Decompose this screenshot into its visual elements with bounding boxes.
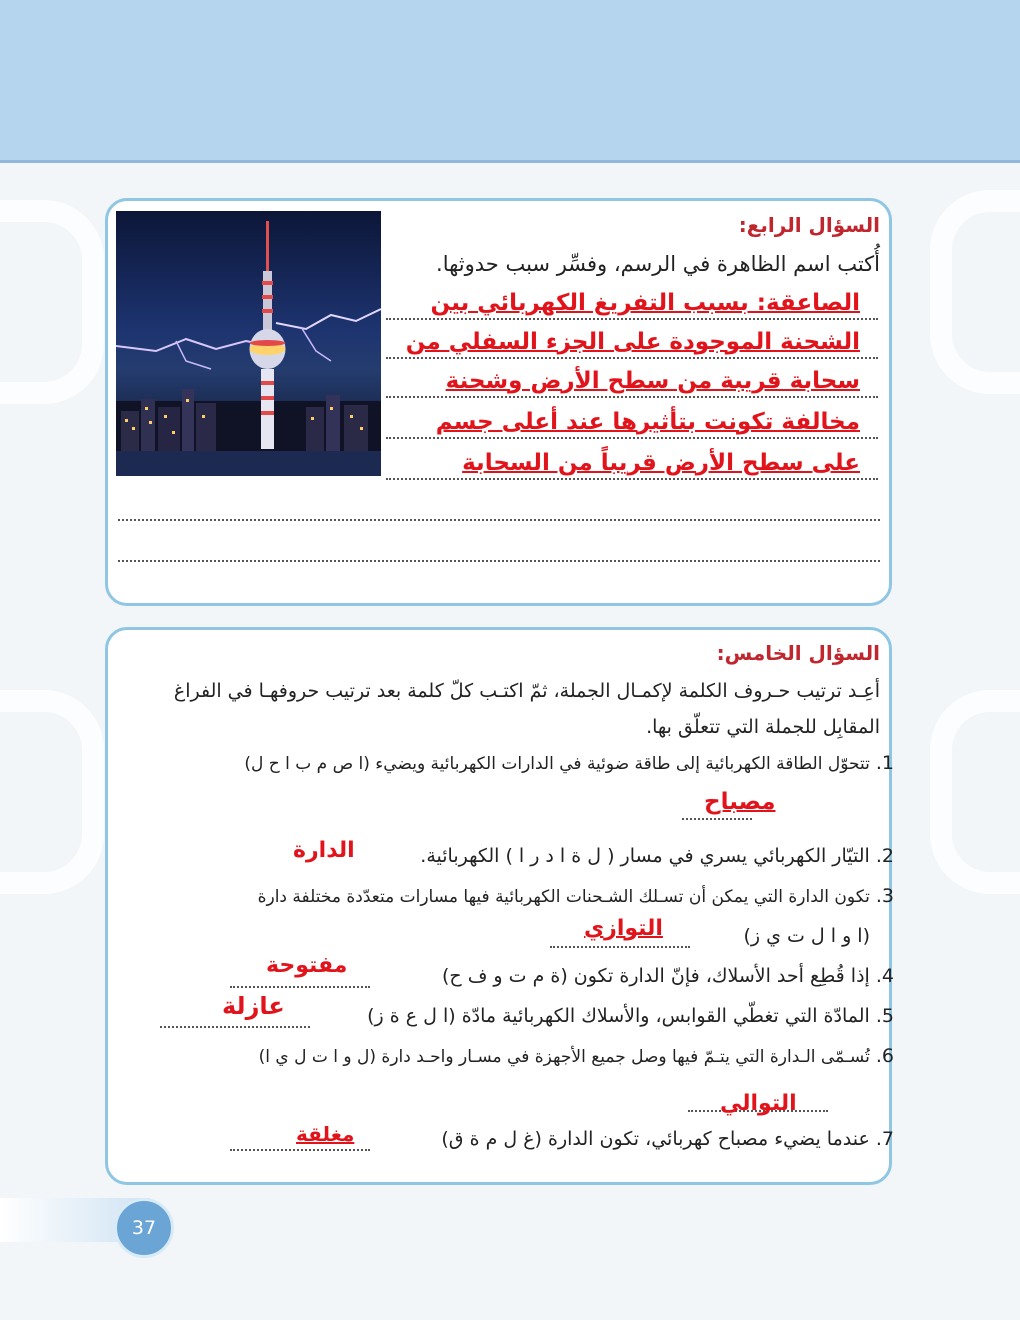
background-ornament (930, 190, 1020, 394)
item-answer: التوالي (720, 1091, 797, 1116)
item-number: 5. (875, 1005, 894, 1027)
background-ornament (0, 690, 104, 894)
item-answer: عازلة (222, 992, 285, 1020)
item-text: التيّار الكهربائي يسري في مسار ( ل ة ا د ر ا ) الكهربائية. (420, 845, 870, 867)
item-number: 7. (875, 1128, 894, 1150)
q4-answer-line: الشحنة الموجودة على الجزء السفلي من (405, 329, 860, 355)
exercise-item-continuation (743, 925, 870, 947)
answer-line (682, 818, 752, 820)
background-ornament (930, 690, 1020, 894)
item-answer: التوازي (584, 916, 663, 941)
answer-line (160, 1026, 310, 1028)
q4-answer-line: الصاعقة: بسبب التفريغ الكهربائي بين (430, 290, 860, 316)
item-number: 2. (875, 845, 894, 867)
item-number: 4. (875, 965, 894, 987)
answer-line (386, 357, 878, 359)
question-4-prompt: أُكتب اسم الظاهرة في الرسم، وفسِّر سبب حدوثها. (436, 252, 880, 276)
question-5-title: السؤال الخامس: (716, 641, 880, 665)
item-answer: مصباح (704, 789, 776, 815)
item-text: المادّة التي تغطّي القوابس، والأسلاك الكهربائية مادّة (ا ل ع ة ز) (367, 1005, 870, 1027)
exercise-item (441, 1128, 894, 1150)
item-text: تُسـمّى الـدارة التي يتـمّ فيها وصل جميع الأجهزة في مسـار واحـد دارة (ل و ا ت ل ي ا) (258, 1047, 870, 1067)
answer-line (230, 1149, 370, 1151)
exercise-item (244, 752, 894, 774)
question-5-intro: المقابِل للجملة التي تتعلّق بها. (646, 716, 880, 738)
answer-line (386, 396, 878, 398)
question-5-intro: أعِـد ترتيب حـروف الكلمة لإكمـال الجملة، ثمّ اكتـب كلّ كلمة بعد ترتيب حروفهـا في الفراغ (173, 680, 880, 702)
answer-line (118, 519, 880, 521)
header-band (0, 0, 1020, 163)
answer-line (118, 560, 880, 562)
exercise-item (259, 1045, 894, 1067)
answer-line (386, 437, 878, 439)
item-answer: الدارة (293, 838, 355, 863)
answer-line (386, 478, 878, 480)
item-number: 3. (875, 885, 894, 907)
question-4-title: السؤال الرابع: (738, 213, 880, 237)
answer-line (230, 986, 370, 988)
q4-answer-line: على سطح الأرض قريباً من السحابة (462, 450, 860, 476)
answer-line (386, 318, 878, 320)
item-text: إذا قُطِع أحد الأسلاك، فإنّ الدارة تكون (ة م ت و ف ح) (441, 965, 870, 987)
item-number: 1. (875, 752, 894, 774)
exercise-item (420, 845, 894, 867)
q4-answer-line: سحابة قريبة من سطح الأرض وشحنة (445, 368, 860, 394)
q4-answer-line: مخالفة تكونت بتأثيرها عند أعلى جسم (435, 409, 860, 435)
item-text: (ا و ا ل ت ي ز) (743, 925, 870, 947)
item-answer: مغلقة (296, 1122, 355, 1146)
background-ornament (0, 200, 104, 404)
item-text: تتحوّل الطاقة الكهربائية إلى طاقة ضوئية في الدارات الكهربائية ويضيء (ا ص م ب ا ح ل) (244, 754, 870, 774)
answer-line (550, 946, 690, 948)
item-number: 6. (875, 1045, 894, 1067)
lightning-tower-illustration (116, 211, 381, 476)
page-number: 37 (114, 1198, 174, 1258)
exercise-item (367, 1005, 894, 1027)
lightning-tower-photo (116, 211, 381, 476)
exercise-item (258, 885, 894, 907)
item-text: تكون الدارة التي يمكن أن تسـلك الشـحنات الكهربائية فيها مسارات متعدّدة مختلفة دارة (257, 887, 870, 907)
item-text: عندما يضيء مصباح كهربائي، تكون الدارة (غ ل م ة ق) (441, 1128, 870, 1150)
exercise-item (442, 965, 894, 987)
item-answer: مفتوحة (266, 953, 348, 978)
